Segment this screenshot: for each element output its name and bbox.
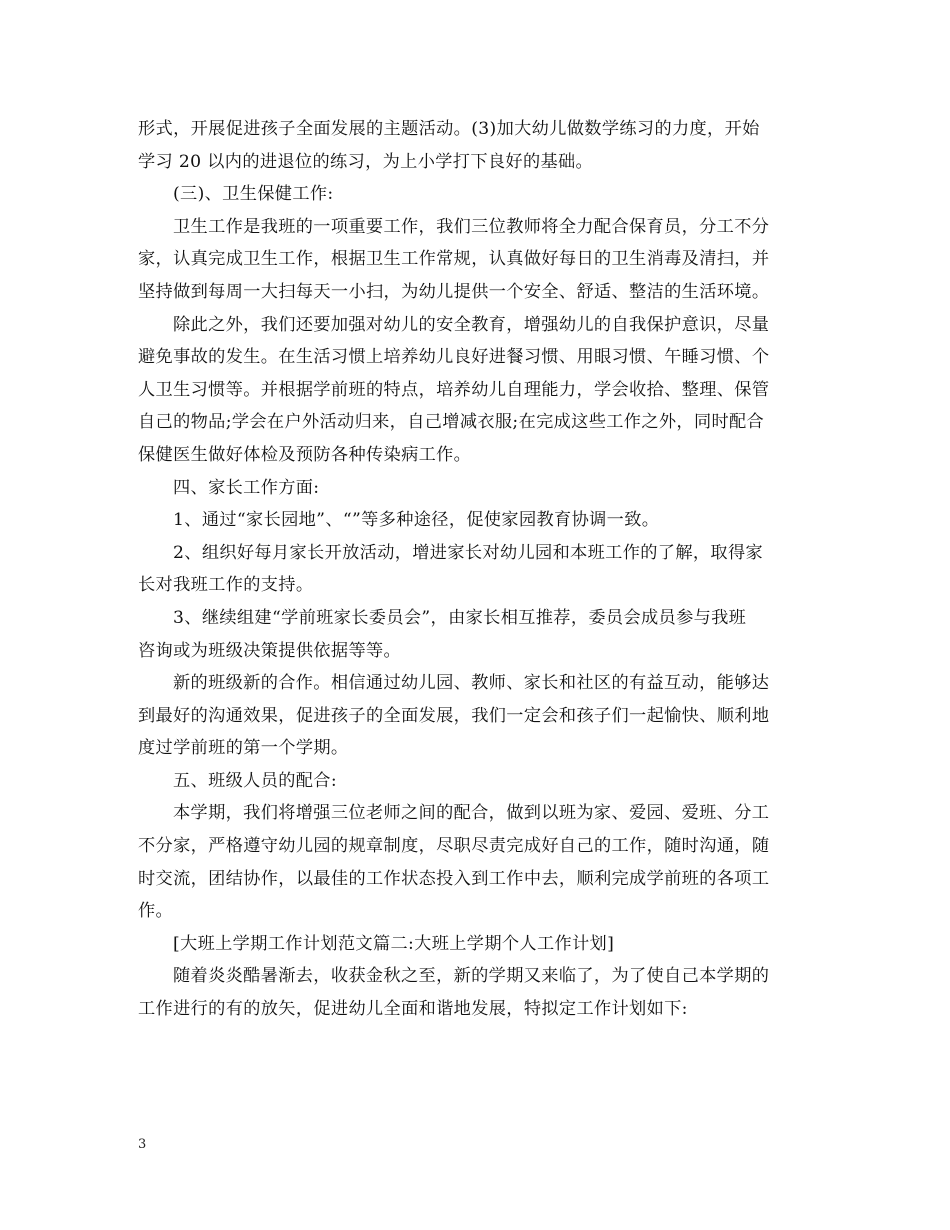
text-line: 3、继续组建“学前班家长委员会”，由家长相互推荐，委员会成员参与我班: [173, 607, 747, 628]
text-line: 不分家，严格遵守幼儿园的规章制度，尽职尽责完成好自己的工作，随时沟通，随: [138, 836, 770, 857]
paragraph-new-semester: [138, 960, 812, 1025]
paragraph-new-cooperation: [138, 667, 812, 765]
text-line: 1、通过“家长园地”、“”等多种途径，促使家园教育协调一致。: [173, 510, 660, 531]
text-line: 时交流，团结协作，以最佳的工作状态投入到工作中去，顺利完成学前班的各项工: [138, 868, 770, 889]
text-line: 咨询或为班级决策提供依据等等。: [138, 640, 402, 661]
text-line: 作。: [138, 901, 174, 922]
heading-hygiene-work: [138, 178, 812, 211]
paragraph-parent-item-1: [138, 504, 812, 537]
text-line: 家，认真完成卫生工作，根据卫生工作常规，认真做好每日的卫生消毒及清扫，并: [138, 249, 770, 270]
section-heading: [大班上学期工作计划范文篇二:大班上学期个人工作计划]: [173, 933, 615, 954]
text-line: 避免事故的发生。在生活习惯上培养幼儿良好进餐习惯、用眼习惯、午睡习惯、个: [138, 347, 770, 368]
paragraph-staff-cooperation: [138, 797, 812, 927]
text-line: 人卫生习惯等。并根据学前班的特点，培养幼儿自理能力，学会收拾、整理、保管: [138, 379, 770, 400]
text-line: 度过学前班的第一个学期。: [138, 738, 349, 759]
paragraph-hygiene: [138, 211, 812, 309]
heading-parent-work: [138, 472, 812, 505]
text-line: 坚持做到每周一大扫每天一小扫，为幼儿提供一个安全、舒适、整洁的生活环境。: [138, 281, 770, 302]
heading-article-two: [138, 928, 812, 961]
paragraph-parent-item-3: [138, 602, 812, 667]
text-line: 长对我班工作的支持。: [138, 575, 314, 596]
heading-staff-cooperation: [138, 765, 812, 798]
page-number: 3: [138, 1137, 147, 1152]
paragraph-safety-education: [138, 309, 812, 472]
text-line: 随着炎炎酷暑渐去，收获金秋之至，新的学期又来临了，为了使自己本学期的: [173, 966, 770, 987]
text-line: 本学期，我们将增强三位老师之间的配合，做到以班为家、爱园、爱班、分工: [173, 803, 770, 824]
section-heading: 四、家长工作方面:: [173, 477, 320, 498]
text-line: 2、组织好每月家长开放活动，增进家长对幼儿园和本班工作的了解，取得家: [173, 542, 764, 563]
text-line: 新的班级新的合作。相信通过幼儿园、教师、家长和社区的有益互动，能够达: [173, 673, 770, 694]
text-line: 形式，开展促进孩子全面发展的主题活动。(3)加大幼儿做数学练习的力度，开始: [138, 119, 760, 139]
text-line: 自己的物品;学会在户外活动归来，自己增减衣服;在完成这些工作之外，同时配合: [138, 412, 765, 433]
document-body: [138, 113, 812, 1026]
section-heading: 五、班级人员的配合:: [173, 770, 337, 791]
text-line: 卫生工作是我班的一项重要工作，我们三位教师将全力配合保育员，分工不分: [173, 216, 770, 237]
text-line: 学习 20 以内的进退位的练习，为上小学打下良好的基础。: [138, 151, 594, 172]
section-heading: (三)、卫生保健工作:: [173, 184, 334, 205]
text-line: 保健医生做好体检及预防各种传染病工作。: [138, 444, 472, 465]
text-line: 工作进行的有的放矢，促进幼儿全面和谐地发展，特拟定工作计划如下:: [138, 999, 688, 1020]
paragraph-continued-activities: [138, 113, 812, 178]
text-line: 除此之外，我们还要加强对幼儿的安全教育，增强幼儿的自我保护意识，尽量: [173, 314, 770, 335]
paragraph-parent-item-2: [138, 537, 812, 602]
text-line: 到最好的沟通效果，促进孩子的全面发展，我们一定会和孩子们一起愉快、顺利地: [138, 705, 770, 726]
